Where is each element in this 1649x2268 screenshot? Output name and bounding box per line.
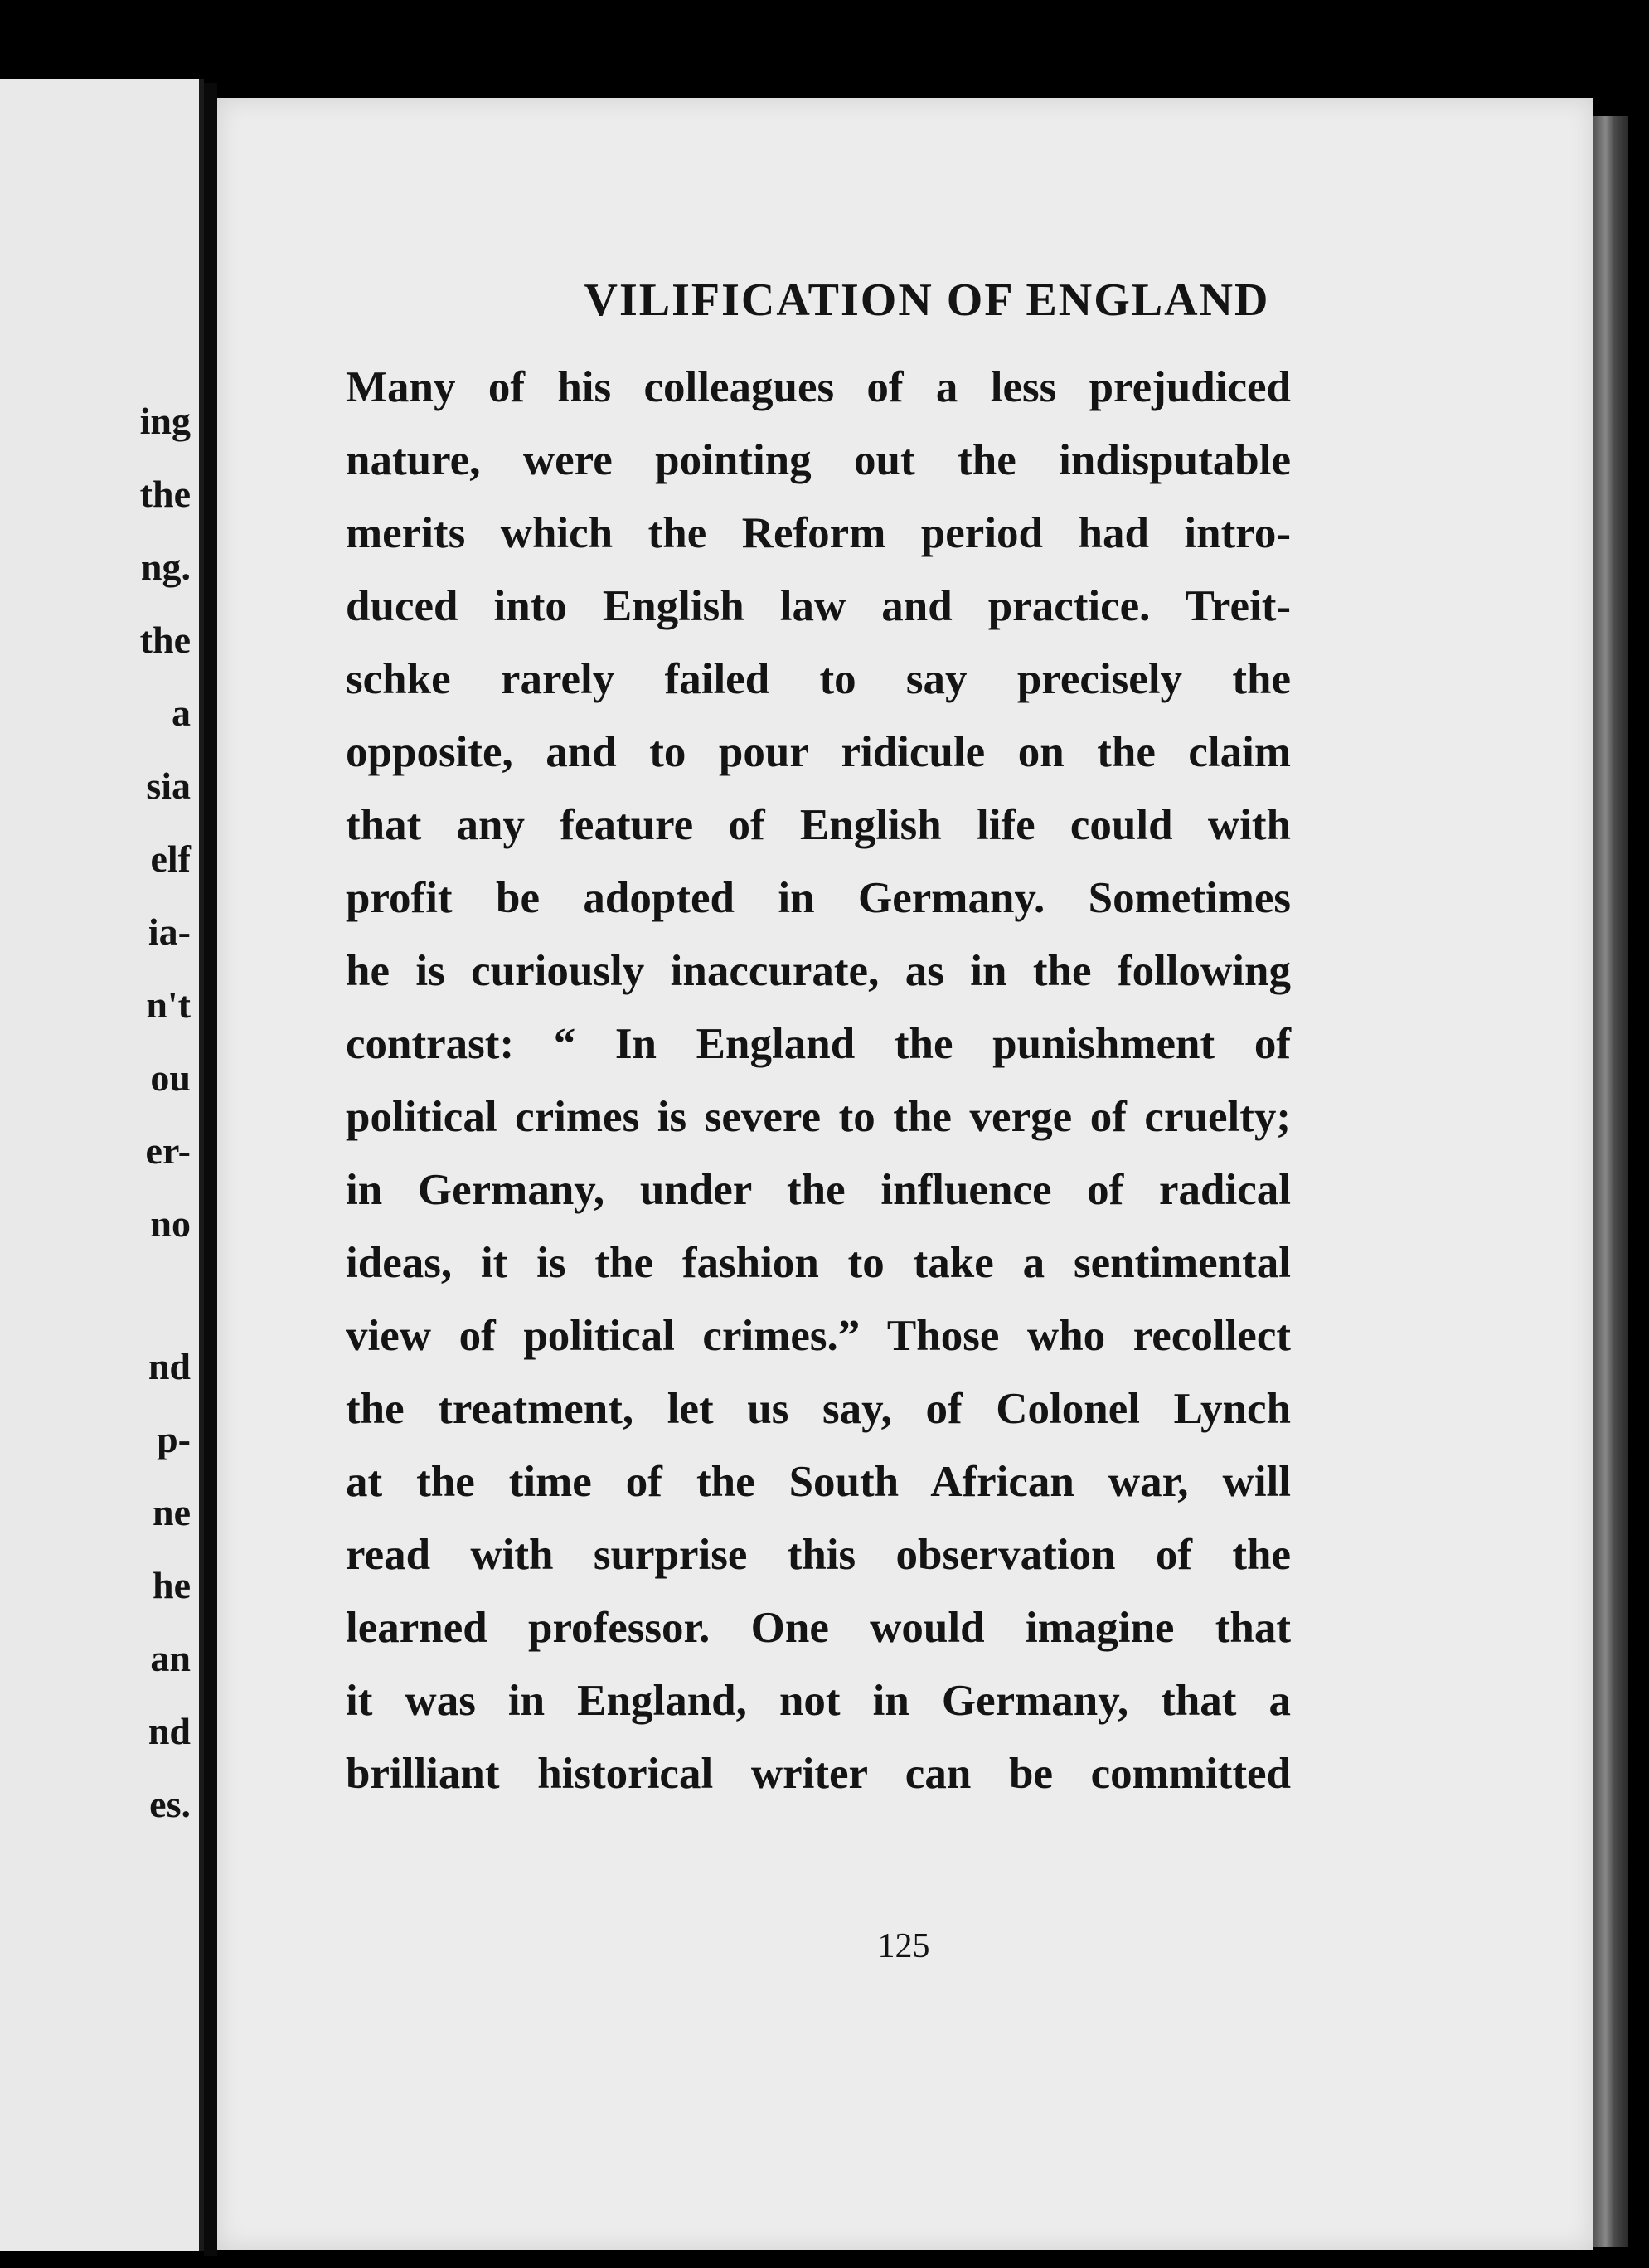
- left-line: the: [139, 473, 191, 515]
- text-line: ideas, it is the fashion to take a sentimental: [346, 1239, 1291, 1287]
- text-line: nature, were pointing out the indisputable: [346, 436, 1291, 484]
- left-line: an: [150, 1637, 191, 1679]
- page-number: 125: [877, 1927, 930, 1965]
- left-line: ne: [153, 1491, 191, 1533]
- text-line: the treatment, let us say, of Colonel Lynch: [346, 1385, 1291, 1433]
- left-line: ia-: [148, 911, 191, 953]
- text-line: he is curiously inaccurate, as in the following: [346, 947, 1291, 995]
- left-line: a: [172, 692, 191, 734]
- text-line: learned professor. One would imagine that: [346, 1604, 1291, 1652]
- left-page: [0, 79, 204, 2251]
- left-line: n't: [146, 983, 191, 1026]
- left-line: nd: [148, 1345, 191, 1387]
- body-text: [346, 351, 1291, 1810]
- book-gutter: [204, 83, 217, 2256]
- right-page: [217, 98, 1593, 2250]
- text-line: Many of his colleagues of a less prejudiced: [346, 363, 1291, 411]
- left-line: elf: [150, 838, 191, 880]
- text-line: profit be adopted in Germany. Sometimes: [346, 874, 1291, 922]
- text-line: brilliant historical writer can be committed: [346, 1750, 1291, 1798]
- left-line: es.: [149, 1783, 191, 1825]
- left-line: ing: [139, 400, 191, 442]
- text-line: contrast: “ In England the punishment of: [346, 1020, 1291, 1068]
- left-line: er-: [145, 1129, 191, 1172]
- running-head: VILIFICATION OF ENGLAND: [584, 274, 1270, 326]
- text-line: in Germany, under the influence of radical: [346, 1166, 1291, 1214]
- text-line: it was in England, not in Germany, that a: [346, 1677, 1291, 1725]
- text-line: read with surprise this observation of the: [346, 1531, 1291, 1579]
- text-line: duced into English law and practice. Treit-: [346, 582, 1291, 630]
- left-line: ng.: [140, 546, 191, 588]
- left-line: nd: [148, 1710, 191, 1752]
- left-line: no: [150, 1202, 191, 1245]
- left-line: the: [139, 619, 191, 661]
- text-line: political crimes is severe to the verge of cruelty;: [346, 1093, 1291, 1141]
- left-line: p-: [157, 1418, 191, 1460]
- text-line: schke rarely failed to say precisely the: [346, 655, 1291, 703]
- text-line: opposite, and to pour ridicule on the claim: [346, 728, 1291, 776]
- left-line: sia: [146, 765, 191, 807]
- page-edge: [1593, 116, 1628, 2247]
- text-line: view of political crimes.” Those who recollect: [346, 1312, 1291, 1360]
- left-line: he: [153, 1564, 191, 1606]
- text-line: at the time of the South African war, will: [346, 1458, 1291, 1506]
- left-line: ou: [150, 1056, 191, 1099]
- text-line: merits which the Reform period had intro-: [346, 509, 1291, 557]
- text-line: that any feature of English life could with: [346, 801, 1291, 849]
